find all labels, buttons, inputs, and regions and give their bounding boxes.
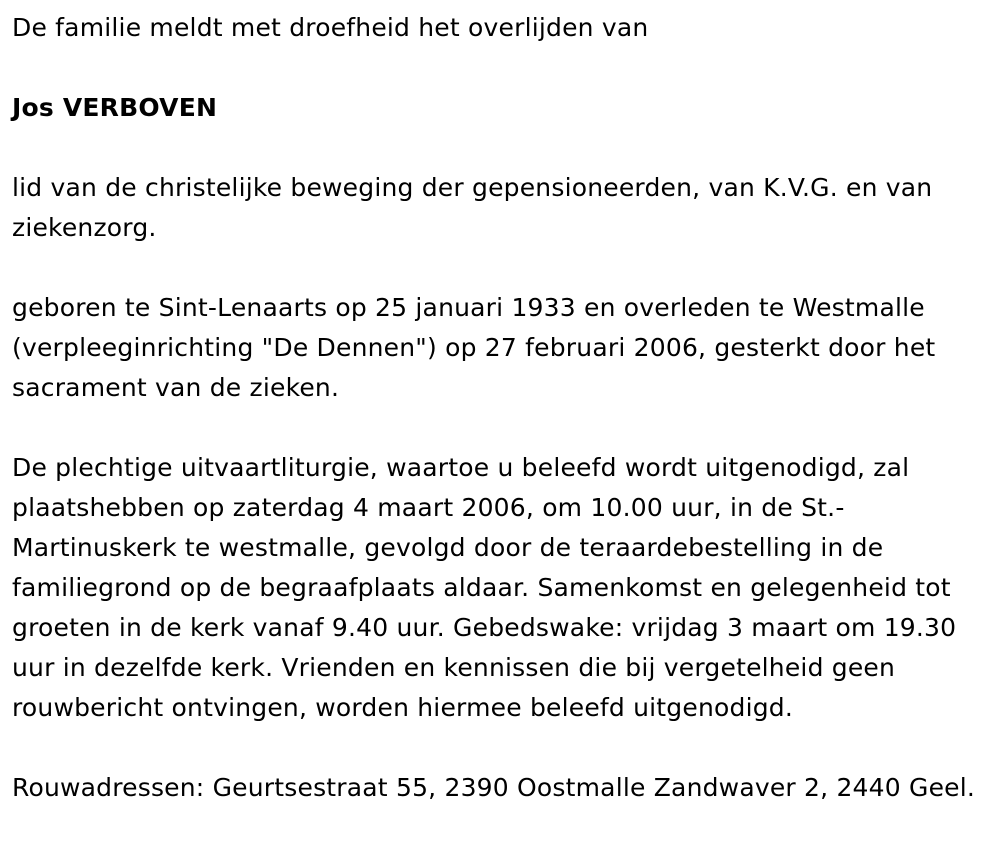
spacer xyxy=(12,408,988,448)
life-details-text: geboren te Sint-Lenaarts op 25 januari 1933 en overleden te Westmalle (verpleeginrichting "De Dennen") op 27 februari 2006, gesterkt door het sacrament van de zieken. xyxy=(12,293,936,402)
membership-text: lid van de christelijke beweging der gepensioneerden, van K.V.G. en van ziekenzorg. xyxy=(12,173,933,242)
spacer xyxy=(12,48,988,88)
deceased-name: Jos VERBOVEN xyxy=(12,93,218,122)
intro-text: De familie meldt met droefheid het overlijden van xyxy=(12,13,649,42)
spacer xyxy=(12,128,988,168)
spacer xyxy=(12,248,988,288)
addresses-text: Rouwadressen: Geurtsestraat 55, 2390 Oostmalle Zandwaver 2, 2440 Geel. xyxy=(12,773,976,802)
spacer xyxy=(12,728,988,768)
funeral-details-text: De plechtige uitvaartliturgie, waartoe u beleefd wordt uitgenodigd, zal plaatshebben op zaterdag 4 maart 2006, om 10.00 uur, in de St.-Martinuskerk te westmalle, gevolgd door de teraardebestelling in de familiegrond op de begraafplaats aldaar. Samenkomst en gelegenheid tot groeten in de kerk vanaf 9.40 uur. Gebedswake: vrijdag 3 maart om 19.30 uur in dezelfde kerk. Vrienden en kennissen die bij vergetelheid geen rouwbericht ontvingen, worden hiermee beleefd uitgenodigd. xyxy=(12,453,957,722)
